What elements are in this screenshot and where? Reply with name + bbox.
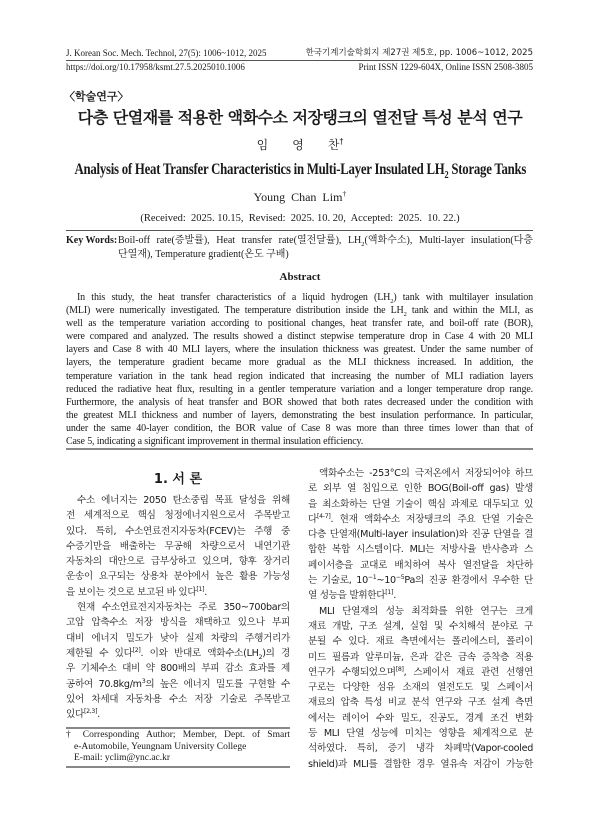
doi-link[interactable]: https://doi.org/10.17958/ksmt.27.5.2025010.1006 xyxy=(66,62,245,72)
text-line xyxy=(308,527,533,542)
superscript: −5 xyxy=(395,573,405,581)
keywords-top-rule xyxy=(66,230,533,231)
text-line xyxy=(308,741,533,756)
subscript: 2 xyxy=(390,298,394,305)
title-en-subscript: 2 xyxy=(444,170,449,182)
text-run: 있어 차세대 자동차용 수소 저장 기술로 주목받고 xyxy=(66,693,290,705)
text-run: 구로는 다양한 섬유 소재의 열전도도 및 스페이서 xyxy=(308,682,533,694)
subscript: 2 xyxy=(361,241,365,248)
text-run: well as the temperature variation according to positional changes, heat transfer rate, and boil-off rate (BOR), xyxy=(66,318,533,330)
text-run: (MLI) were numerically investigated. The temperature distribution inside the LH xyxy=(66,305,404,317)
footnote-top-rule xyxy=(66,727,290,729)
text-run: E-mail: yclim@ync.ac.kr xyxy=(74,753,171,763)
text-run: 을 최소화하는 단열 기술이 핵심 과제로 대두되고 있 xyxy=(308,498,533,510)
text-line xyxy=(66,661,290,676)
text-run: Boil-off rate(증발률), Heat transfer rate(열전달률), LH xyxy=(118,235,362,246)
text-run: . 이와 반대로 액화수소(LH xyxy=(140,647,259,659)
citation-ref: [8] xyxy=(395,665,404,673)
text-line xyxy=(66,330,533,343)
text-line xyxy=(308,573,533,588)
text-line xyxy=(66,600,290,615)
text-line xyxy=(66,646,290,661)
text-line xyxy=(308,588,533,603)
header-rule xyxy=(66,60,533,61)
text-run: MLI 단열재의 성능 최적화를 위한 연구는 크게 xyxy=(319,605,533,617)
text-run: † Corresponding Author; Member, Dept. of Smart xyxy=(66,730,290,740)
text-line xyxy=(66,291,533,304)
text-run: ) tank with multilayer insulation xyxy=(393,292,533,303)
text-line xyxy=(66,692,290,707)
text-line xyxy=(66,677,290,692)
title-korean: 다층 단열재를 적용한 액화수소 저장탱크의 열전달 특성 분석 연구 xyxy=(77,108,523,127)
text-run: under the same 40-layer condition, the BOR value of Case 8 was more than three times lower than that of xyxy=(66,422,533,434)
text-run: . xyxy=(393,590,396,602)
abstract-heading: Abstract xyxy=(279,271,321,283)
journal-citation-en: J. Korean Soc. Mech. Technol, 27(5): 1006~1012, 2025 xyxy=(66,48,267,58)
text-run: 을 보이는 것으로 보고된 바 있다 xyxy=(66,586,197,598)
text-run: 제한될 수 있다 xyxy=(66,647,133,659)
text-run: Furthermore, the analysis of heat transfer and BOR showed that both rates decreased under the condition with xyxy=(66,396,533,408)
text-run: layers and Case 8 with 40 MLI layers, where the insulation thickness was greatest. Under the same number of xyxy=(66,344,533,356)
text-run: 로 외부 열 침입으로 인한 BOG(Boil-off gas) 발생 xyxy=(308,483,533,495)
abstract-bottom-rule xyxy=(66,448,533,450)
text-line xyxy=(66,615,290,630)
text-line xyxy=(308,558,533,573)
text-line xyxy=(308,512,533,527)
journal-citation-ko: 한국기계기술학회지 제27권 제5호, pp. 1006~1012, 2025 xyxy=(305,48,533,58)
text-line xyxy=(66,585,290,600)
text-run: . xyxy=(204,586,208,598)
author-korean xyxy=(0,136,600,153)
text-line xyxy=(66,356,533,369)
text-run: 합한 복합 시스템이다. MLI는 저방사율 반사층과 스 xyxy=(308,544,533,556)
title-english xyxy=(0,161,600,182)
text-run: shield)과 MLI를 결합한 경우 열유속 저감이 가능한 xyxy=(308,758,533,770)
text-run: 열 성능을 발휘한다 xyxy=(308,590,386,602)
text-run: 연구가 수행되었으며 xyxy=(308,666,396,678)
text-line xyxy=(66,383,533,396)
text-run: 페이서층을 교대로 배치하여 복사 열전달을 차단하 xyxy=(308,559,533,571)
text-run: 있다. 특히, 수소연료전지자동차(FCEV)는 주행 중 xyxy=(66,525,290,537)
text-run: were compared and analyzed. The results showed a distinct stepwise temperature drop in Case 4 with 20 MLI xyxy=(66,331,533,343)
corresponding-author-footnote xyxy=(66,730,290,765)
title-en-tail: Storage Tanks xyxy=(448,161,526,178)
text-line xyxy=(66,539,290,554)
text-line xyxy=(66,370,533,383)
text-line xyxy=(308,481,533,496)
intro-right-column xyxy=(308,466,533,772)
text-run: 다층 단열재(Multi-layer insulation)와 진공 단열을 결 xyxy=(308,529,533,541)
superscript: −1 xyxy=(367,573,377,581)
subscript: 2 xyxy=(403,311,407,319)
text-line xyxy=(66,730,290,742)
text-run: . 현재 액화수소 저장탱크의 주요 단열 기술은 xyxy=(330,513,533,525)
text-line xyxy=(66,742,290,754)
text-line xyxy=(118,234,533,248)
text-line xyxy=(66,508,290,523)
text-run: 운송이 요구되는 상용차 분야에서 높은 활용 가능성 xyxy=(66,571,290,583)
corresponding-mark-en: † xyxy=(342,189,347,198)
text-run: temperature variation in the tank head region indicated that increasing the number of MLI radiation layers xyxy=(66,370,533,382)
subscript: 2 xyxy=(258,653,263,661)
text-run: 석하였다. 특히, 증기 냉각 차폐막(Vapor-cooled xyxy=(308,743,533,755)
author-english-name: Young Chan Lim xyxy=(253,190,343,204)
text-line xyxy=(66,631,290,646)
text-run: 있다 xyxy=(66,709,84,721)
citation-ref: [2,3] xyxy=(83,707,98,715)
text-line xyxy=(66,524,290,539)
text-line xyxy=(308,619,533,634)
text-line xyxy=(66,422,533,435)
abstract-body xyxy=(66,291,533,448)
text-line xyxy=(308,711,533,726)
keywords-label: Key Words: xyxy=(66,235,118,246)
text-line xyxy=(66,396,533,409)
text-run: Pa의 진공 환경에서 우수한 단 xyxy=(404,575,533,587)
text-run: 분될 수 있다. 재료 측면에서는 폴리에스터, 폴리이 xyxy=(308,636,533,648)
text-run: e-Automobile, Yeungnam University College xyxy=(74,741,247,752)
text-run: 수증기만을 배출하는 무공해 차량으로서 내연기관 xyxy=(66,540,290,552)
text-run: layers, the temperature gradient became more gradual as the MLI thickness increased. In addition, the xyxy=(66,357,533,369)
text-line xyxy=(66,343,533,356)
text-line xyxy=(308,542,533,557)
text-run: Case 5, indicating a significant improvement in thermal insulation efficiency. xyxy=(66,436,364,448)
text-run: 공하여 70.8kg/m xyxy=(66,678,142,690)
text-run: 단열재), Temperature gradient(온도 구배) xyxy=(118,249,289,260)
text-line xyxy=(308,665,533,680)
text-run: 재료 개발, 구조 설계, 실험 및 수치해석 분야로 구 xyxy=(308,620,533,632)
title-en-main: Analysis of Heat Transfer Characteristics in Multi-Layer Insulated LH xyxy=(74,161,445,178)
text-line xyxy=(66,409,533,422)
text-line xyxy=(66,569,290,584)
text-line xyxy=(308,634,533,649)
text-run: 현재 수소연료전지자동차는 주로 350~700bar의 xyxy=(77,602,290,614)
author-korean-name: 임 영 찬 xyxy=(256,138,340,152)
text-line xyxy=(308,466,533,481)
text-run: 에서는 레이어 수와 밀도, 진공도, 경계 조건 변화 xyxy=(308,712,533,724)
superscript: 3 xyxy=(141,677,146,685)
keywords-lines xyxy=(118,234,533,262)
section-heading-introduction: 1. 서 론 xyxy=(153,472,203,487)
text-line xyxy=(66,304,533,317)
text-line xyxy=(308,695,533,710)
text-line xyxy=(66,435,533,448)
text-run: 대비 에너지 밀도가 낮아 실제 차량의 주행거리가 xyxy=(66,632,290,644)
text-run: )의 경 xyxy=(262,647,290,659)
citation-ref: [2] xyxy=(132,646,141,654)
text-run: 는 기술로, 10 xyxy=(308,575,368,587)
text-run: 재료의 압축 특성 비교 분석 연구와 구조 설계 측면 xyxy=(308,697,533,709)
text-run: 고압 압축수소 저장 방식을 채택하고 있으나 부피 xyxy=(66,617,290,629)
text-run: 의 높은 에너지 밀도를 구현할 수 xyxy=(145,678,290,690)
text-line xyxy=(308,650,533,665)
text-line xyxy=(66,317,533,330)
footnote-bottom-rule xyxy=(66,766,290,768)
text-run: ~10 xyxy=(376,575,396,587)
text-run: 등 MLI 단열 성능에 미치는 영향을 체계적으로 분 xyxy=(308,728,533,740)
text-line xyxy=(66,554,290,569)
text-run: , 스페이서 재료 관련 선행연 xyxy=(403,666,533,678)
corresponding-mark: † xyxy=(339,137,344,146)
text-run: 자동차의 대안으로 급부상하고 있으며, 향후 장거리 xyxy=(66,556,290,568)
citation-ref: [1] xyxy=(385,589,394,597)
keywords xyxy=(66,234,533,262)
citation-ref: [1] xyxy=(196,585,205,593)
text-run: 우 기체수소 대비 약 800배의 부피 감소 효과를 제 xyxy=(66,663,290,675)
author-english xyxy=(0,190,600,205)
article-dates: (Received: 2025. 10.15, Revised: 2025. 10. 20, Accepted: 2025. 10. 22.) xyxy=(140,213,460,224)
intro-left-column xyxy=(66,493,290,722)
text-line xyxy=(118,248,533,262)
text-run: 다 xyxy=(308,513,317,525)
text-line xyxy=(66,493,290,508)
text-run: 전 세계적으로 핵심 청정에너지원으로서 주목받고 xyxy=(66,510,290,522)
text-run: reduced the radiative heat flux, resulting in a gentler temperature variation and a longer temperature drop range. xyxy=(66,383,533,395)
issn: Print ISSN 1229-604X, Online ISSN 2508-3805 xyxy=(358,62,533,72)
text-run: 미드 필름과 알루미늄, 은과 같은 금속 증착층 적용 xyxy=(308,651,533,663)
text-run: (액화수소), Multi-layer insulation(다층 xyxy=(364,235,533,246)
text-line xyxy=(308,604,533,619)
text-run: . xyxy=(97,709,100,721)
text-line xyxy=(308,726,533,741)
text-line xyxy=(308,497,533,512)
text-run: 액화수소는 -253°C의 극저온에서 저장되어야 하므 xyxy=(319,468,533,479)
text-line xyxy=(308,757,533,772)
text-line xyxy=(66,753,290,765)
text-run: 수소 에너지는 2050 탄소중립 목표 달성을 위해 xyxy=(77,495,290,506)
text-run: the greatest MLI thickness and number of layers, demonstrating the best insulation performance. In particular, xyxy=(66,409,533,421)
article-category: 〈학술연구〉 xyxy=(64,90,129,103)
title-english-text xyxy=(74,161,526,182)
text-run: In this study, the heat transfer characteristics of a liquid hydrogen (LH xyxy=(77,292,391,303)
citation-ref: [4-7] xyxy=(316,512,331,520)
text-line xyxy=(66,707,290,722)
text-line xyxy=(308,680,533,695)
text-run: tank and within the MLI, as xyxy=(406,305,533,317)
